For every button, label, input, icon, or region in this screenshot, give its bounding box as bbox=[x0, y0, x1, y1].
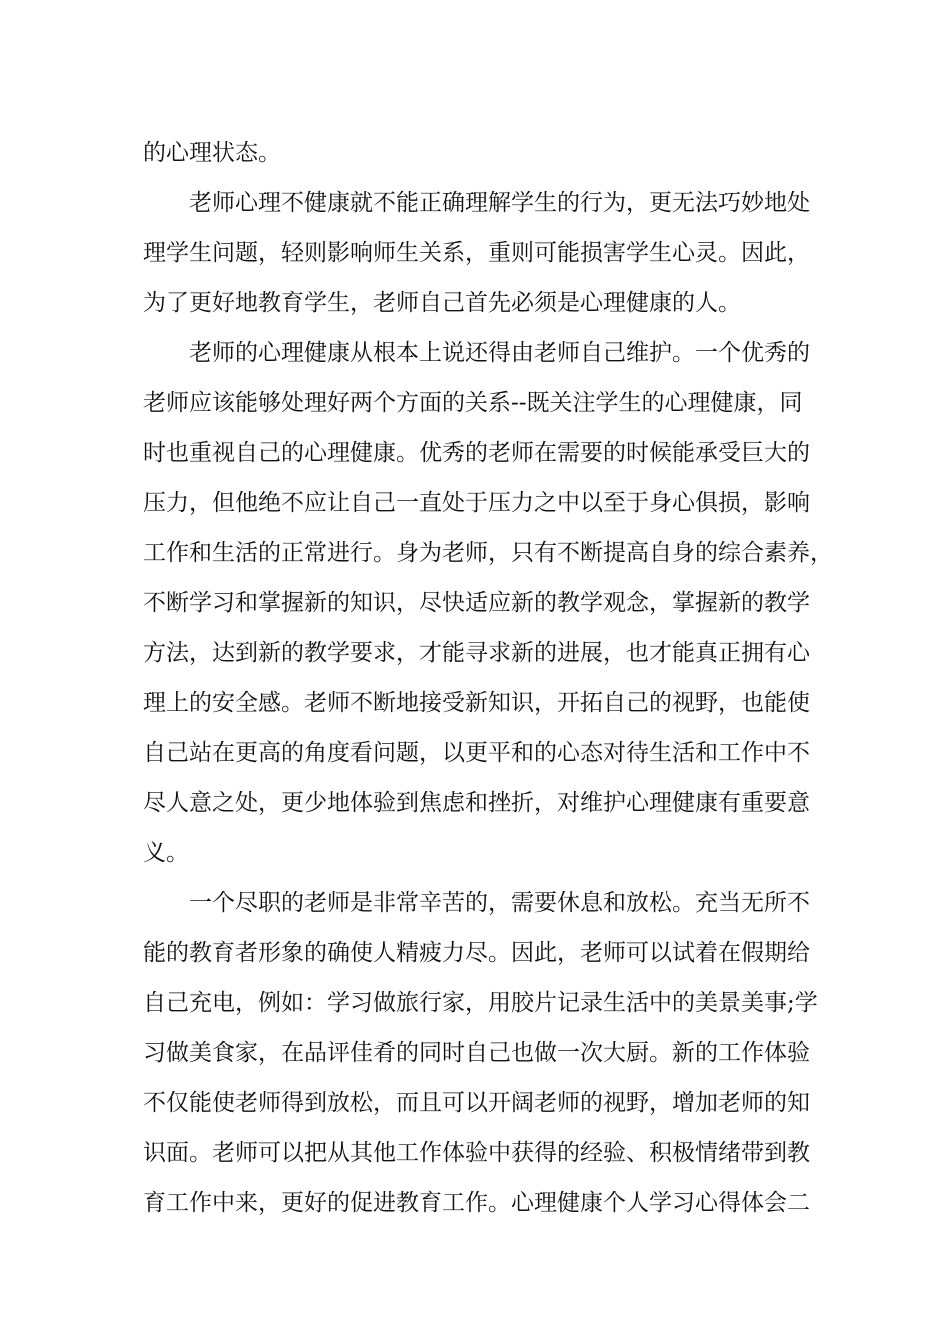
body-text bbox=[143, 128, 833, 1228]
text-line: 识面。老师可以把从其他工作体验中获得的经验、积极情绪带到教 bbox=[143, 1140, 810, 1166]
text-line: 不仅能使老师得到放松，而且可以开阔老师的视野，增加老师的知 bbox=[143, 1090, 810, 1116]
text-line: 为了更好地教育学生，老师自己首先必须是心理健康的人。 bbox=[143, 290, 741, 316]
text-line: 老师应该能够处理好两个方面的关系--既关注学生的心理健康，同 bbox=[143, 390, 803, 416]
text-line: 能的教育者形象的确使人精疲力尽。因此，老师可以试着在假期给 bbox=[143, 940, 810, 966]
text-line: 自己充电，例如：学习做旅行家，用胶片记录生活中的美景美事;学 bbox=[143, 990, 818, 1016]
text-line: 老师的心理健康从根本上说还得由老师自己维护。一个优秀的 bbox=[189, 340, 810, 366]
text-line: 习做美食家，在品评佳肴的同时自己也做一次大厨。新的工作体验 bbox=[143, 1040, 810, 1066]
text-line: 的心理状态。 bbox=[143, 140, 281, 166]
text-line: 理上的安全感。老师不断地接受新知识，开拓自己的视野，也能使 bbox=[143, 690, 810, 716]
text-line: 方法，达到新的教学要求，才能寻求新的进展，也才能真正拥有心 bbox=[143, 640, 810, 666]
text-line: 工作和生活的正常进行。身为老师，只有不断提高自身的综合素养， bbox=[143, 540, 833, 566]
text-line: 老师心理不健康就不能正确理解学生的行为，更无法巧妙地处 bbox=[189, 190, 810, 216]
text-line: 义。 bbox=[143, 840, 189, 866]
text-line: 育工作中来，更好的促进教育工作。心理健康个人学习心得体会二 bbox=[143, 1190, 810, 1216]
text-line: 理学生问题，轻则影响师生关系，重则可能损害学生心灵。因此， bbox=[143, 240, 810, 266]
text-line: 不断学习和掌握新的知识，尽快适应新的教学观念，掌握新的教学 bbox=[143, 590, 810, 616]
text-line: 时也重视自己的心理健康。优秀的老师在需要的时候能承受巨大的 bbox=[143, 440, 810, 466]
text-line: 压力，但他绝不应让自己一直处于压力之中以至于身心俱损，影响 bbox=[143, 490, 810, 516]
text-line: 尽人意之处，更少地体验到焦虑和挫折，对维护心理健康有重要意 bbox=[143, 790, 810, 816]
text-line: 自己站在更高的角度看问题，以更平和的心态对待生活和工作中不 bbox=[143, 740, 810, 766]
text-line: 一个尽职的老师是非常辛苦的，需要休息和放松。充当无所不 bbox=[189, 890, 810, 916]
